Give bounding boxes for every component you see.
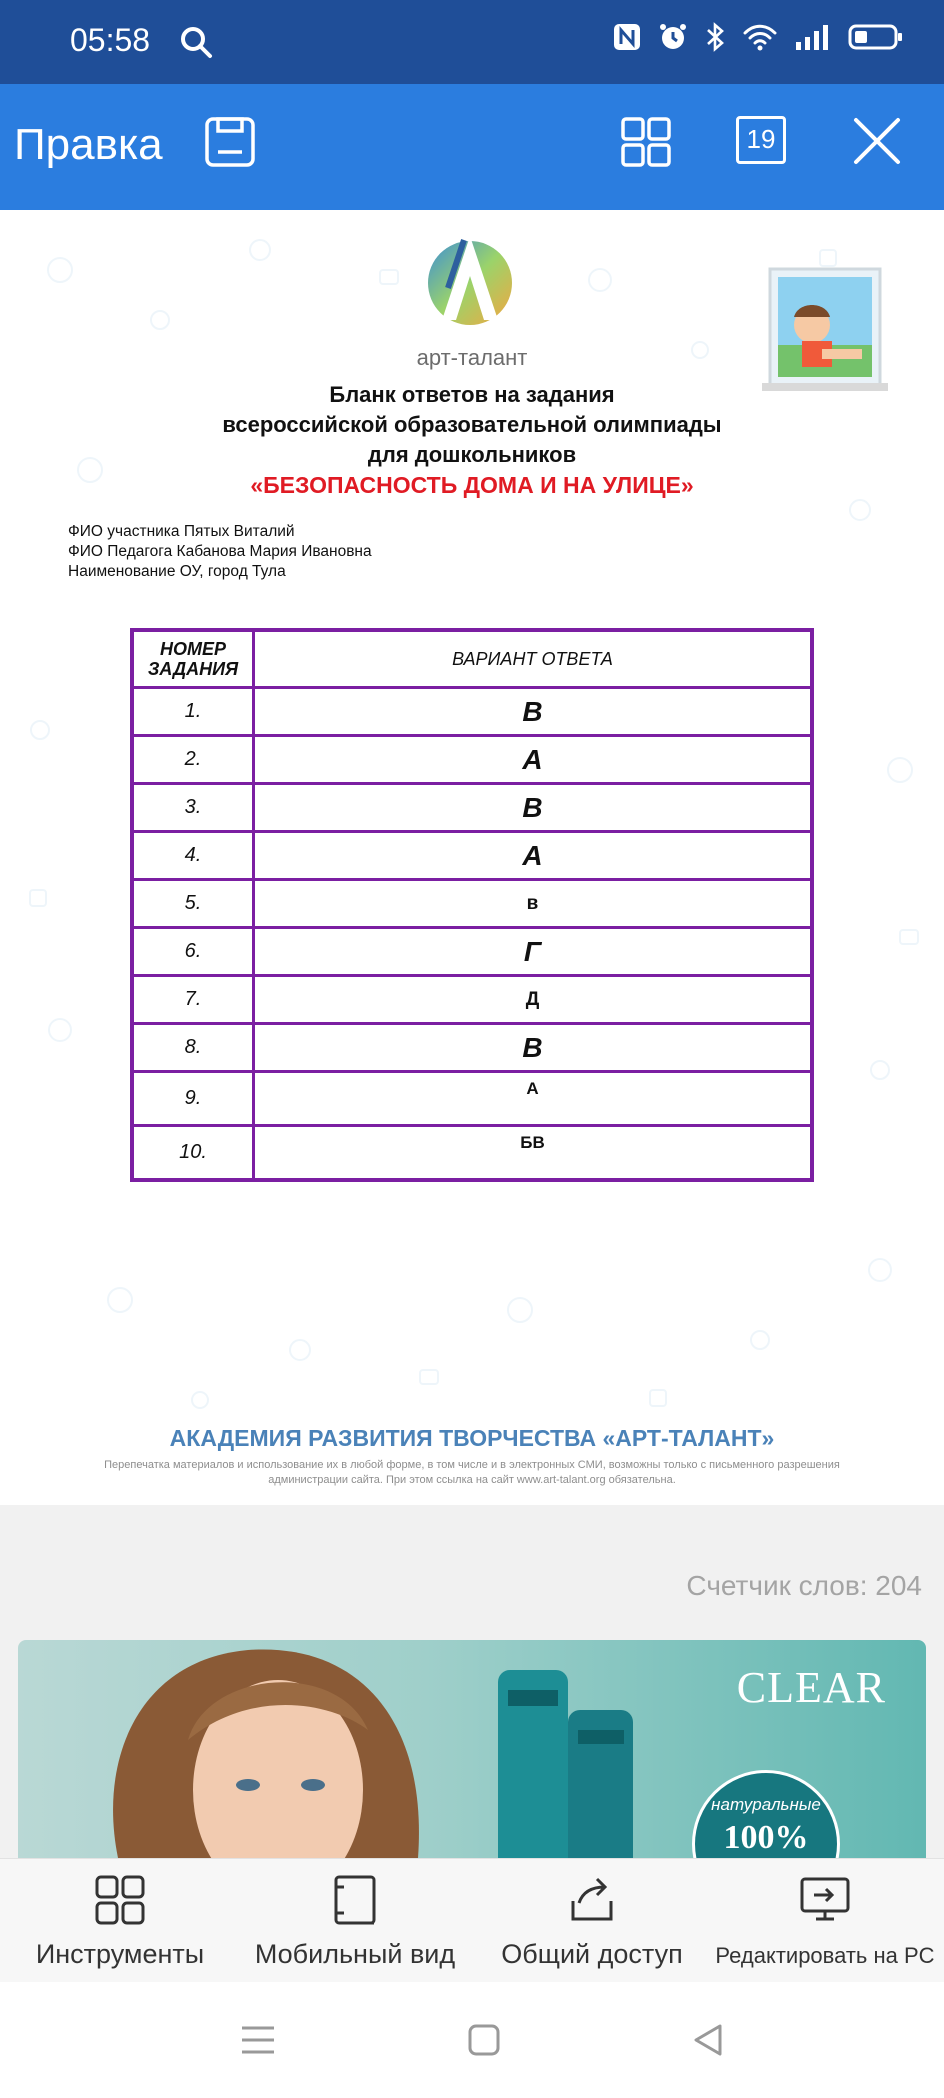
task-number: 10.: [132, 1126, 254, 1181]
save-icon[interactable]: [204, 116, 256, 168]
back-icon[interactable]: [690, 2022, 726, 2058]
answer-cell[interactable]: В: [254, 784, 813, 832]
heading-line-1: Бланк ответов на задания: [329, 382, 615, 407]
table-row: [132, 880, 812, 928]
answer-cell[interactable]: А: [254, 832, 813, 880]
task-number: 3.: [132, 784, 254, 832]
page-counter-button[interactable]: [736, 116, 786, 164]
task-number: 5.: [132, 880, 254, 928]
task-number: 4.: [132, 832, 254, 880]
signal-icon: [794, 22, 832, 52]
academy-footer: АКАДЕМИЯ РАЗВИТИЯ ТВОРЧЕСТВА «АРТ-ТАЛАНТ»: [169, 1425, 775, 1451]
alarm-icon: [658, 22, 688, 52]
table-row: [132, 736, 812, 784]
tools-label: Инструменты: [35, 1939, 205, 1969]
answer-cell[interactable]: А: [254, 736, 813, 784]
participant-info: [68, 522, 372, 582]
answer-cell[interactable]: Д: [254, 976, 813, 1024]
ad-shampoo-bottles: [478, 1660, 678, 1858]
answer-cell[interactable]: А: [254, 1072, 813, 1126]
word-counter: Счетчик слов: 204: [686, 1570, 922, 1601]
art-talant-logo: [420, 228, 520, 328]
answers-table: [130, 628, 814, 1182]
table-row: [132, 928, 812, 976]
task-number: 6.: [132, 928, 254, 976]
tools-button[interactable]: [10, 1859, 230, 1983]
table-row: [132, 1024, 812, 1072]
battery-icon: [848, 22, 904, 52]
nfc-icon: [612, 22, 642, 52]
share-icon: [565, 1873, 619, 1927]
share-label: Общий доступ: [501, 1939, 683, 1969]
grid-view-icon[interactable]: [620, 116, 672, 168]
participant-name: ФИО участника Пятых Виталий: [68, 523, 295, 540]
menu-icon[interactable]: [238, 2022, 278, 2058]
ad-brand: CLEAR: [736, 1663, 886, 1712]
institution: Наименование ОУ, город Тула: [68, 563, 286, 580]
task-number: 8.: [132, 1024, 254, 1072]
mobile-view-icon: [332, 1873, 378, 1927]
edit-title[interactable]: Правка: [14, 120, 163, 169]
answer-cell[interactable]: Г: [254, 928, 813, 976]
header-answer: ВАРИАНТ ОТВЕТА: [254, 630, 813, 688]
edit-on-pc-label: Редактировать на PC: [715, 1943, 935, 1968]
bluetooth-icon: [704, 22, 726, 52]
heading-line-2: всероссийской образовательной олимпиады: [222, 412, 722, 437]
mobile-view-label: Мобильный вид: [254, 1939, 456, 1969]
bottom-toolbar: [0, 1858, 944, 1983]
table-row: [132, 1072, 812, 1126]
answer-cell[interactable]: БВ: [254, 1126, 813, 1181]
header-task-number: НОМЕР ЗАДАНИЯ: [132, 630, 254, 688]
close-icon[interactable]: [852, 116, 902, 166]
table-row: [132, 688, 812, 736]
ad-woman-image: [78, 1640, 478, 1858]
top-toolbar: [0, 84, 944, 210]
share-button[interactable]: [484, 1859, 700, 1983]
answer-cell[interactable]: В: [254, 688, 813, 736]
task-number: 1.: [132, 688, 254, 736]
table-row: [132, 1126, 812, 1181]
answer-cell[interactable]: в: [254, 880, 813, 928]
table-row: [132, 784, 812, 832]
mobile-view-button[interactable]: [236, 1859, 474, 1983]
page-number: 19: [746, 124, 776, 154]
ad-banner[interactable]: [18, 1640, 926, 1858]
ad-natural-badge: [692, 1770, 840, 1858]
badge-label: натуральные: [711, 1795, 821, 1814]
home-icon[interactable]: [466, 2022, 502, 2058]
teacher-name: ФИО Педагога Кабанова Мария Ивановна: [68, 543, 372, 560]
copyright-notice: Перепечатка материалов и использование их в любой форме, в том числе и в электронных СМИ, возможны только с письменного разрешения администрации сайта. При этом ссылка на сайт www.art-talant.org обязательна.: [104, 1459, 840, 1486]
monitor-icon: [798, 1873, 852, 1927]
wifi-icon: [742, 22, 778, 52]
task-number: 7.: [132, 976, 254, 1024]
heading-olympiad-title: «БЕЗОПАСНОСТЬ ДОМА И НА УЛИЦЕ»: [250, 472, 694, 498]
task-number: 2.: [132, 736, 254, 784]
heading-line-3: для дошкольников: [367, 442, 577, 467]
system-nav-bar: [0, 1982, 944, 2098]
answer-cell[interactable]: В: [254, 1024, 813, 1072]
table-row: [132, 976, 812, 1024]
table-header: [132, 630, 812, 688]
badge-value: 100%: [723, 1819, 809, 1856]
tools-icon: [93, 1873, 147, 1927]
document-page: [0, 210, 944, 1505]
search-icon: [178, 24, 214, 60]
table-row: [132, 832, 812, 880]
status-time: 05:58: [70, 22, 151, 58]
task-number: 9.: [132, 1072, 254, 1126]
edit-on-pc-button[interactable]: [708, 1859, 942, 1983]
logo-text: арт-талант: [416, 345, 528, 370]
status-bar: [0, 0, 944, 84]
